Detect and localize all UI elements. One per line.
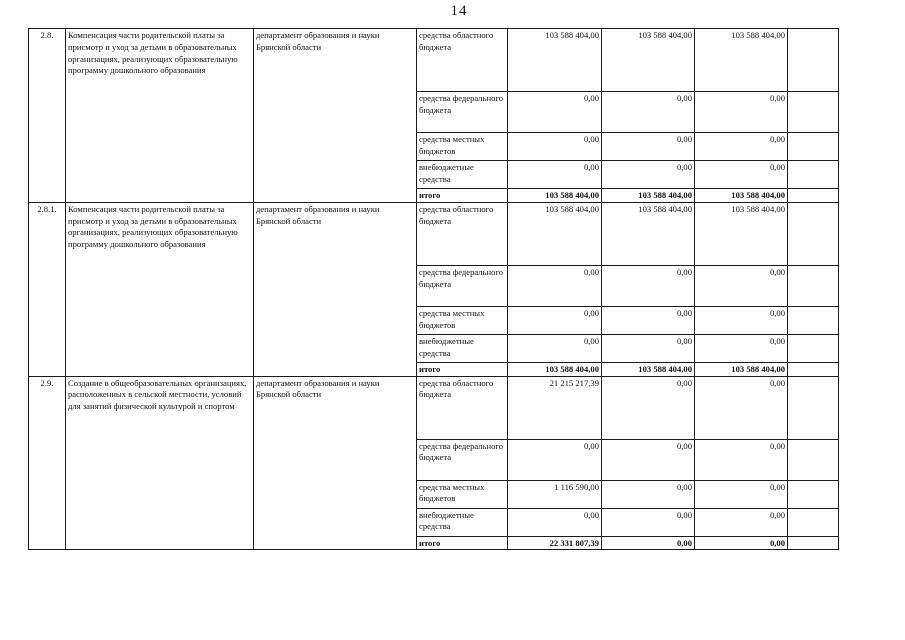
funding-source: итого [417, 536, 508, 550]
empty-cell [788, 265, 839, 306]
amount-year-2: 0,00 [602, 508, 695, 536]
amount-year-1: 103 588 404,00 [508, 202, 602, 265]
amount-year-1: 0,00 [508, 334, 602, 362]
empty-cell [788, 508, 839, 536]
amount-year-1: 0,00 [508, 161, 602, 189]
section-row [29, 29, 839, 92]
amount-year-1: 1 116 590,00 [508, 480, 602, 508]
section-number: 2.8. [29, 29, 66, 203]
amount-year-1: 0,00 [508, 306, 602, 334]
amount-year-1: 21 215 217,39 [508, 376, 602, 439]
amount-year-3: 0,00 [695, 306, 788, 334]
empty-cell [788, 133, 839, 161]
funding-source: итого [417, 189, 508, 203]
amount-year-2: 0,00 [602, 480, 695, 508]
amount-year-3: 0,00 [695, 133, 788, 161]
amount-year-3: 0,00 [695, 334, 788, 362]
amount-year-1: 0,00 [508, 439, 602, 480]
amount-year-2: 103 588 404,00 [602, 29, 695, 92]
funding-source: итого [417, 362, 508, 376]
amount-year-2: 103 588 404,00 [602, 189, 695, 203]
amount-year-2: 0,00 [602, 536, 695, 550]
amount-year-1: 0,00 [508, 133, 602, 161]
empty-cell [788, 306, 839, 334]
amount-year-1: 0,00 [508, 92, 602, 133]
amount-year-3: 0,00 [695, 161, 788, 189]
budget-table-body [29, 29, 839, 550]
amount-year-1: 103 588 404,00 [508, 29, 602, 92]
amount-year-2: 0,00 [602, 265, 695, 306]
empty-cell [788, 536, 839, 550]
empty-cell [788, 161, 839, 189]
amount-year-3: 0,00 [695, 480, 788, 508]
empty-cell [788, 189, 839, 203]
funding-source: средства местных бюджетов [417, 133, 508, 161]
empty-cell [788, 480, 839, 508]
amount-year-2: 0,00 [602, 133, 695, 161]
funding-source: средства федерального бюджета [417, 439, 508, 480]
section-name: Компенсация части родительской платы за присмотр и уход за детьми в образовательных организациях, реализующих образовательную программу дошкольного образования [66, 29, 254, 203]
amount-year-3: 0,00 [695, 92, 788, 133]
amount-year-1: 0,00 [508, 508, 602, 536]
section-number: 2.9. [29, 376, 66, 550]
amount-year-3: 103 588 404,00 [695, 189, 788, 203]
amount-year-1: 103 588 404,00 [508, 362, 602, 376]
section-number: 2.8.1. [29, 202, 66, 376]
funding-source: средства местных бюджетов [417, 480, 508, 508]
amount-year-2: 0,00 [602, 376, 695, 439]
amount-year-3: 0,00 [695, 508, 788, 536]
section-name: Компенсация части родительской платы за присмотр и уход за детьми в образовательных организациях, реализующих образовательную программу дошкольного образования [66, 202, 254, 376]
empty-cell [788, 202, 839, 265]
page-number: 14 [450, 3, 468, 19]
funding-source: внебюджетные средства [417, 161, 508, 189]
amount-year-2: 0,00 [602, 334, 695, 362]
section-department: департамент образования и науки Брянской области [254, 202, 417, 376]
section-row [29, 202, 839, 265]
funding-source: внебюджетные средства [417, 334, 508, 362]
funding-source: внебюджетные средства [417, 508, 508, 536]
funding-source: средства местных бюджетов [417, 306, 508, 334]
funding-source: средства областного бюджета [417, 29, 508, 92]
funding-source: средства областного бюджета [417, 202, 508, 265]
amount-year-2: 103 588 404,00 [602, 362, 695, 376]
amount-year-2: 0,00 [602, 161, 695, 189]
empty-cell [788, 334, 839, 362]
empty-cell [788, 362, 839, 376]
empty-cell [788, 92, 839, 133]
section-name: Создание в общеобразовательных организациях, расположенных в сельской местности, условий для занятий физической культурой и спортом [66, 376, 254, 550]
amount-year-3: 0,00 [695, 439, 788, 480]
amount-year-2: 0,00 [602, 92, 695, 133]
amount-year-3: 0,00 [695, 265, 788, 306]
section-department: департамент образования и науки Брянской области [254, 376, 417, 550]
amount-year-1: 103 588 404,00 [508, 189, 602, 203]
amount-year-2: 0,00 [602, 439, 695, 480]
amount-year-1: 22 331 807,39 [508, 536, 602, 550]
funding-source: средства федерального бюджета [417, 92, 508, 133]
amount-year-3: 103 588 404,00 [695, 362, 788, 376]
empty-cell [788, 29, 839, 92]
amount-year-2: 0,00 [602, 306, 695, 334]
amount-year-3: 0,00 [695, 536, 788, 550]
amount-year-2: 103 588 404,00 [602, 202, 695, 265]
empty-cell [788, 439, 839, 480]
amount-year-3: 103 588 404,00 [695, 29, 788, 92]
amount-year-3: 103 588 404,00 [695, 202, 788, 265]
funding-source: средства федерального бюджета [417, 265, 508, 306]
section-row [29, 376, 839, 439]
amount-year-3: 0,00 [695, 376, 788, 439]
funding-source: средства областного бюджета [417, 376, 508, 439]
section-department: департамент образования и науки Брянской области [254, 29, 417, 203]
amount-year-1: 0,00 [508, 265, 602, 306]
budget-table [28, 28, 839, 550]
empty-cell [788, 376, 839, 439]
